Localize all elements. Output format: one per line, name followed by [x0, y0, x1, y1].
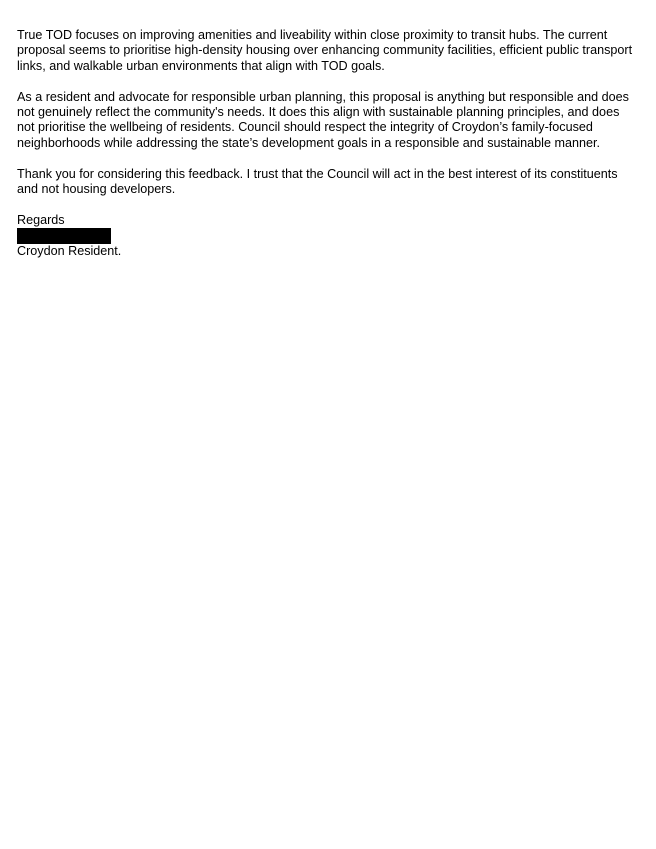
- paragraph-thank-you: Thank you for considering this feedback. I trust that the Council will act in the best interest of its constituents and not housing developers.: [17, 166, 618, 197]
- paragraph-resident-advocate: As a resident and advocate for responsible urban planning, this proposal is anything but responsible and does not genuinely reflect the community's needs. It does this align with sustainable planning principles, and does not prioritise the wellbeing of residents. Council should respect the integrity of Croydon’s family-focused neighborhoods while addressing the state’s development goals in a responsible and sustainable manner.: [17, 89, 629, 150]
- paragraph-tod-focus: True TOD focuses on improving amenities and liveability within close proximity to transit hubs. The current proposal seems to prioritise high-density housing over enhancing community facilities, efficient public transport links, and walkable urban environments that align with TOD goals.: [17, 28, 633, 73]
- sign-off-block: [17, 213, 635, 260]
- signature-note: Croydon Resident.: [17, 244, 122, 259]
- redacted-name-block: [17, 228, 111, 244]
- closing-salutation: Regards: [17, 212, 65, 227]
- document-body: [17, 28, 635, 260]
